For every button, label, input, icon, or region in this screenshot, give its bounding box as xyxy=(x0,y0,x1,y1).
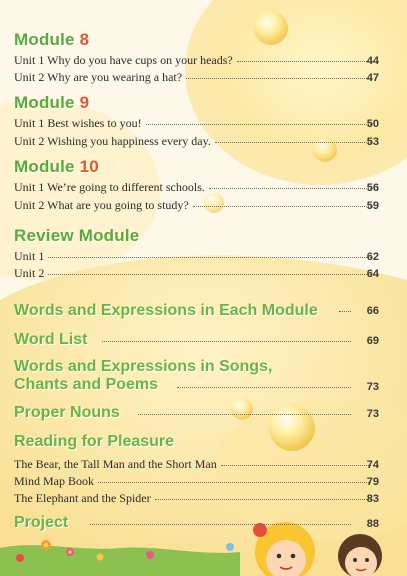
page-number: 88 xyxy=(366,518,379,530)
page-number: 69 xyxy=(366,335,379,347)
entry-title: Unit 1 xyxy=(14,249,45,263)
page-number: 66 xyxy=(366,305,379,317)
toc-section-word-list[interactable]: Word List xyxy=(14,331,88,348)
dot-leader xyxy=(48,257,371,258)
toc-entry-reading-elephant[interactable] xyxy=(14,491,377,506)
page-number: 79 xyxy=(366,476,379,488)
entry-title: Unit 1 Best wishes to you! xyxy=(14,116,142,130)
module-10-heading xyxy=(14,157,99,177)
toc-entry-module9-unit2[interactable] xyxy=(14,134,377,149)
entry-title: Mind Map Book xyxy=(14,474,95,488)
module-word: Module xyxy=(14,157,75,176)
dot-leader xyxy=(339,311,351,312)
dot-leader xyxy=(186,78,371,79)
entry-title: Unit 2 Wishing you happiness every day. xyxy=(14,134,211,148)
toc-section-songs-chants-title-line1[interactable]: Words and Expressions in Songs, xyxy=(14,358,273,375)
dot-leader xyxy=(155,499,371,500)
review-module-heading: Review Module xyxy=(14,226,140,245)
page-number: 83 xyxy=(366,493,379,505)
dot-leader xyxy=(177,387,351,388)
page-number: 62 xyxy=(366,251,379,263)
toc-entry-review-unit1[interactable] xyxy=(14,249,377,264)
toc-entry-reading-bear[interactable] xyxy=(14,457,377,472)
page-number: 50 xyxy=(366,118,379,130)
module-word: Module xyxy=(14,30,75,49)
dot-leader xyxy=(193,206,371,207)
toc-section-words-expressions[interactable]: Words and Expressions in Each Module xyxy=(14,302,318,319)
toc-entry-module10-unit1[interactable] xyxy=(14,180,377,195)
dot-leader xyxy=(146,124,371,125)
toc-entry-module10-unit2[interactable] xyxy=(14,198,377,213)
entry-title: Unit 2 Why are you wearing a hat? xyxy=(14,70,183,84)
entry-title: The Elephant and the Spider xyxy=(14,491,151,505)
entry-title: Unit 2 xyxy=(14,266,45,280)
module-number: 9 xyxy=(79,93,90,112)
toc-entry-reading-mind-map[interactable] xyxy=(14,474,377,489)
toc-section-songs-chants-title-line2[interactable]: Chants and Poems xyxy=(14,376,159,393)
toc-section-project[interactable]: Project xyxy=(14,514,69,531)
dot-leader xyxy=(209,188,371,189)
entry-title: The Bear, the Tall Man and the Short Man xyxy=(14,457,217,471)
entry-title: Unit 1 We’re going to different schools. xyxy=(14,180,205,194)
module-word: Module xyxy=(14,93,75,112)
module-9-heading xyxy=(14,93,89,113)
entry-title: Unit 1 Why do you have cups on your heads? xyxy=(14,53,233,67)
dot-leader xyxy=(98,482,371,483)
module-8-heading xyxy=(14,30,89,50)
toc-entry-module8-unit2[interactable] xyxy=(14,70,377,85)
page-number: 73 xyxy=(366,381,379,393)
page-number: 73 xyxy=(366,408,379,420)
dot-leader xyxy=(221,465,371,466)
module-number: 8 xyxy=(79,30,90,49)
toc-entry-module8-unit1[interactable] xyxy=(14,53,377,68)
toc-entry-module9-unit1[interactable] xyxy=(14,116,377,131)
dot-leader xyxy=(90,524,351,525)
module-number: 10 xyxy=(79,157,99,176)
page-number: 56 xyxy=(366,182,379,194)
reading-for-pleasure-heading: Reading for Pleasure xyxy=(14,433,175,450)
page-number: 59 xyxy=(366,200,379,212)
dot-leader xyxy=(48,274,371,275)
page-number: 53 xyxy=(366,136,379,148)
dot-leader xyxy=(237,61,371,62)
toc-entry-review-unit2[interactable] xyxy=(14,266,377,281)
toc-section-proper-nouns[interactable]: Proper Nouns xyxy=(14,404,120,421)
page-number: 74 xyxy=(366,459,379,471)
page-number: 64 xyxy=(366,268,379,280)
dot-leader xyxy=(138,414,351,415)
page-number: 44 xyxy=(366,55,379,67)
dot-leader xyxy=(102,341,351,342)
page-number: 47 xyxy=(366,72,379,84)
entry-title: Unit 2 What are you going to study? xyxy=(14,198,189,212)
dot-leader xyxy=(215,142,371,143)
